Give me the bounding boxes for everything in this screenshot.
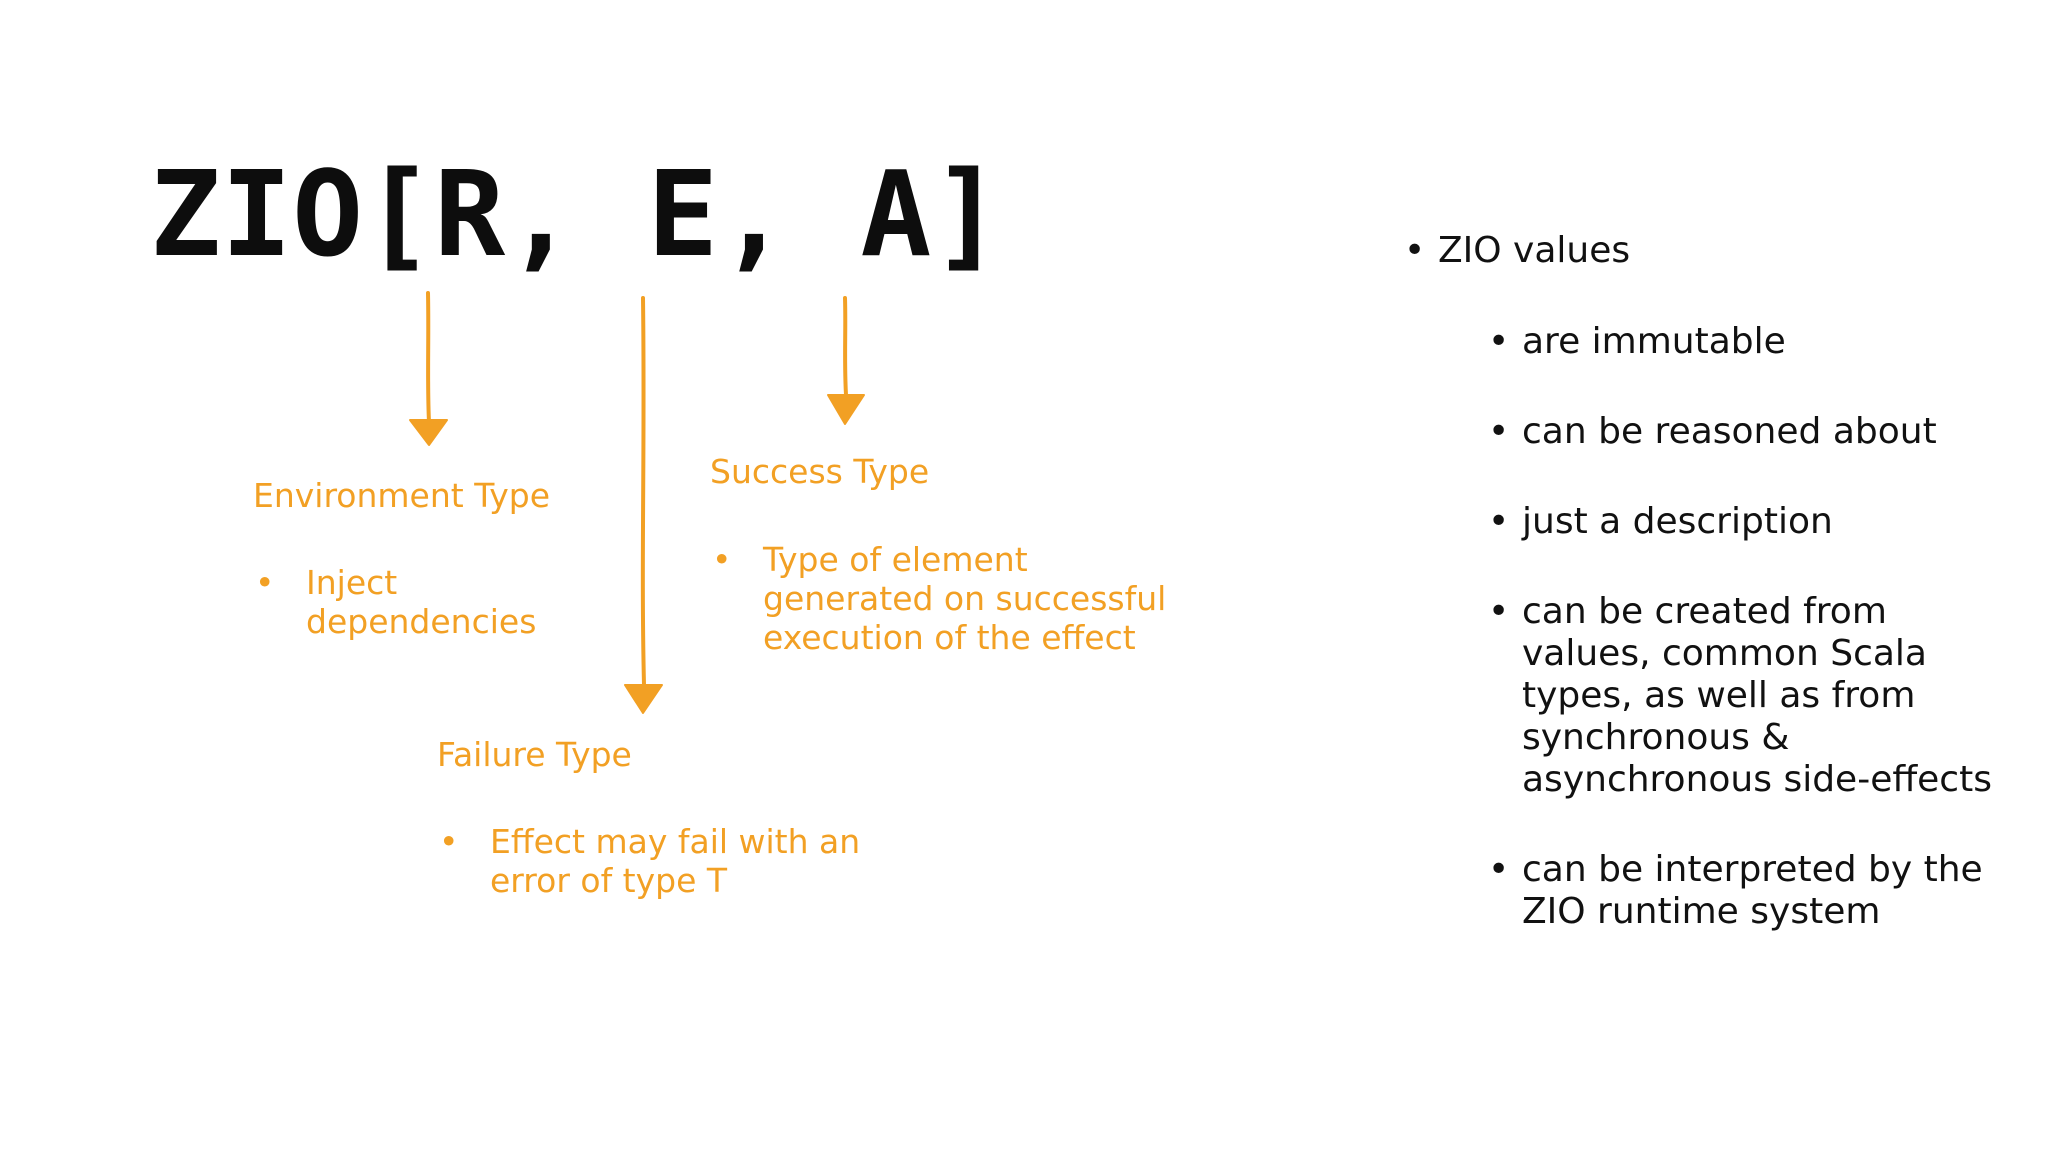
bullet-icon: • [1488,411,1510,452]
success-bullet-text: Type of element generated on successful execution of the effect [763,540,1167,657]
list-item [437,822,917,900]
bullet-icon: • [255,563,275,602]
list-item [1488,591,2004,801]
environment-arrow-head [410,420,447,445]
list-item [1488,321,2004,363]
zio-value-point: can be reasoned about [1522,411,1937,452]
bullet-icon: • [1404,230,1426,271]
list-item [1488,501,2004,543]
zio-value-point: can be interpreted by the ZIO runtime system [1522,849,1983,932]
failure-type-list [437,822,917,900]
bullet-icon: • [1488,591,1510,632]
failure-arrow-shaft [643,298,644,685]
environment-type-heading: Environment Type [253,476,550,515]
zio-value-point: are immutable [1522,321,1786,362]
failure-bullet-text: Effect may fail with an error of type T [490,822,861,900]
list-item [1488,411,2004,453]
success-arrow-head [828,395,864,424]
bullet-icon: • [712,540,732,579]
zio-values-heading-item [1404,230,2004,933]
bullet-icon: • [439,822,459,861]
zio-value-point: can be created from values, common Scala types, as well as from synchronous & asynchronous side-effects [1522,591,1992,800]
success-type-heading: Success Type [710,452,930,491]
bullet-icon: • [1488,501,1510,542]
list-item [710,540,1180,657]
list-item [1488,849,2004,933]
environment-type-list [253,563,633,641]
environment-arrow-shaft [428,293,429,422]
bullet-icon: • [1488,849,1510,890]
zio-values-heading: ZIO values [1438,230,1631,271]
success-arrow-shaft [845,298,846,395]
zio-value-point: just a description [1522,501,1833,542]
bullet-icon: • [1488,321,1510,362]
failure-arrow-head [625,685,662,713]
environment-bullet-text: Inject dependencies [306,563,537,641]
list-item [253,563,633,641]
zio-type-signature: ZIO[R, E, A] [150,145,1003,283]
success-type-list [710,540,1180,657]
failure-type-heading: Failure Type [437,735,632,774]
zio-values-sublist [1438,321,2004,933]
zio-values-list [1404,230,2004,982]
